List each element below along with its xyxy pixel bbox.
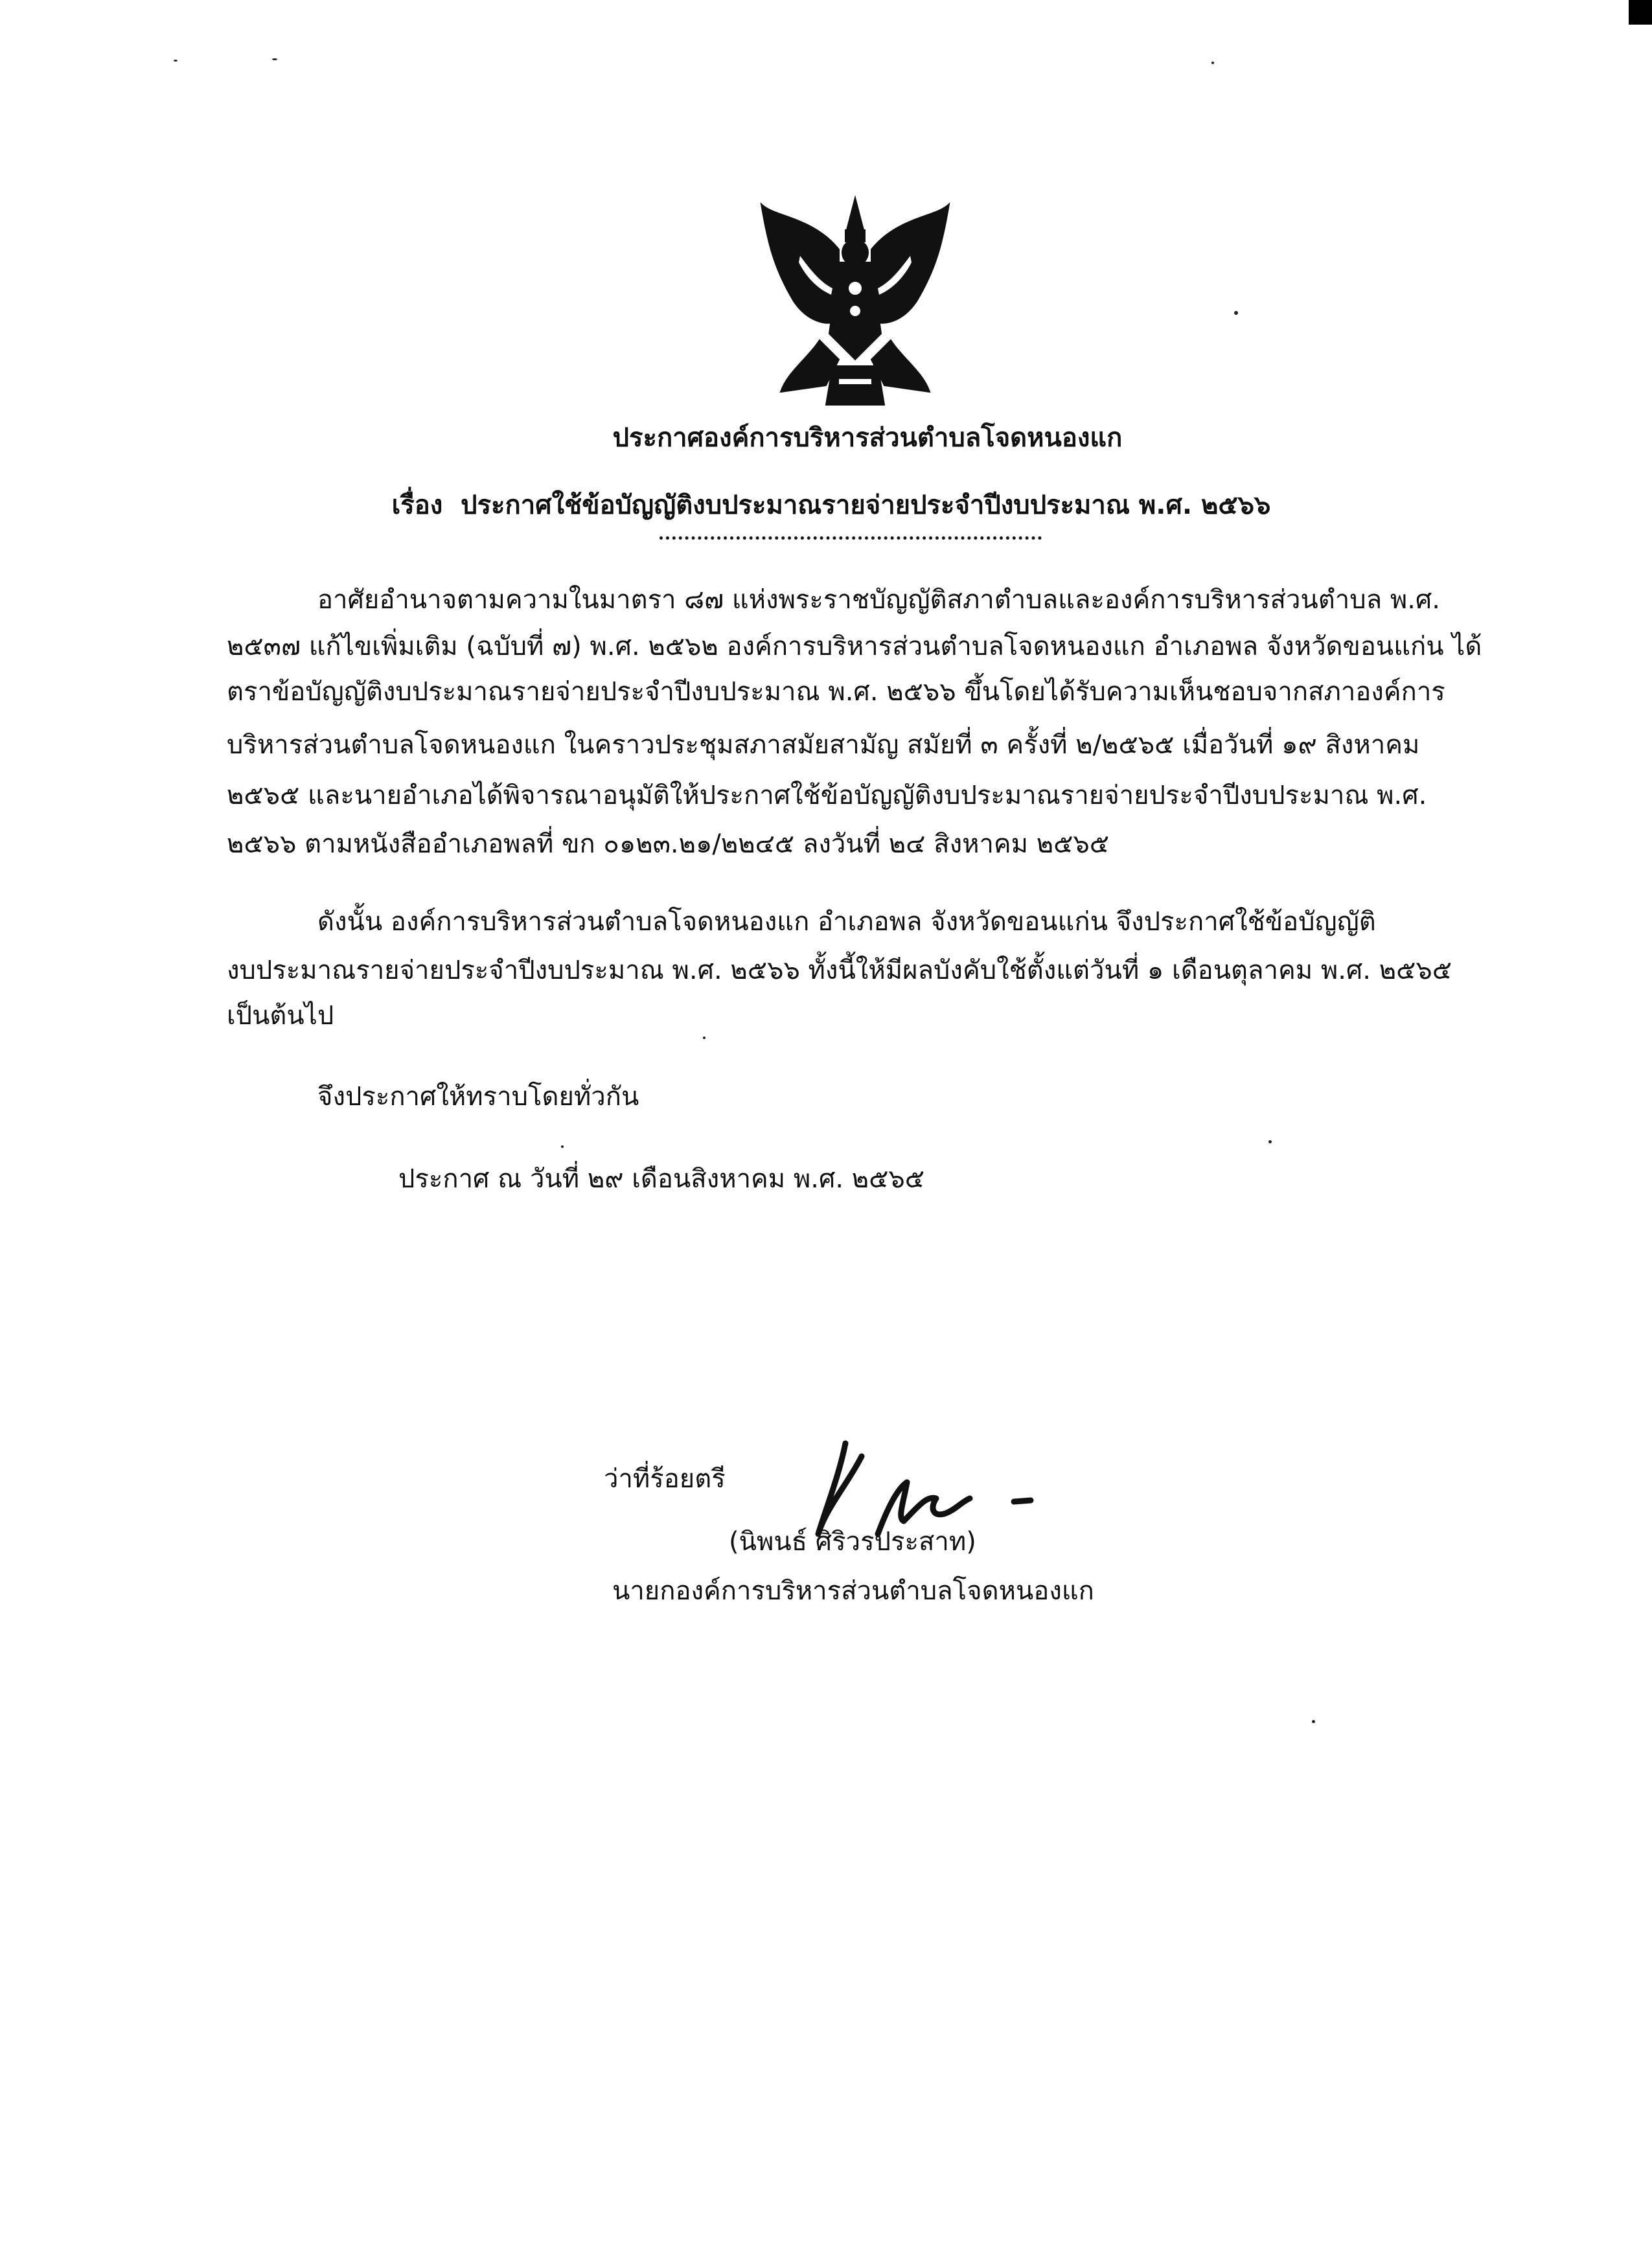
subject-text: ประกาศใช้ข้อบัญญัติงบประมาณรายจ่ายประจำปีงบประมาณ พ.ศ. ๒๕๖๖ [461,490,1271,520]
scan-corner-mark [1629,0,1652,25]
scan-speck [1312,1720,1315,1723]
paragraph1-line: ตราข้อบัญญัติงบประมาณรายจ่ายประจำปีงบประมาณ พ.ศ. ๒๕๖๖ ขึ้นโดยได้รับความเห็นชอบจากสภาองค์การ [227,677,1445,707]
signatory-rank: ว่าที่ร้อยตรี [604,1464,726,1494]
scan-speck [1268,1140,1272,1143]
garuda-emblem-icon [748,191,962,418]
paragraph1-line: ๒๕๖๕ และนายอำเภอได้พิจารณาอนุมัติให้ประกาศใช้ข้อบัญญัติงบประมาณรายจ่ายประจำปีงบประมาณ พ.ศ. [227,781,1427,810]
scan-speck [1234,311,1238,315]
paragraph2-line: ดังนั้น องค์การบริหารส่วนตำบลโจดหนองแก อำเภอพล จังหวัดขอนแก่น จึงประกาศใช้ข้อบัญญัติ [317,907,1376,937]
paragraph1-line: ๒๕๖๖ ตามหนังสืออำเภอพลที่ ขก ๐๑๒๓.๒๑/๒๒๔๕ ลงวันที่ ๒๔ สิงหาคม ๒๕๖๕ [227,829,1110,859]
announcement-org-title: ประกาศองค์การบริหารส่วนตำบลโจดหนองแก [612,423,1123,453]
paragraph1-line: ๒๕๓๗ แก้ไขเพิ่มเติม (ฉบับที่ ๗) พ.ศ. ๒๕๖๒ องค์การบริหารส่วนตำบลโจดหนองแก อำเภอพล จังหวัดขอนแก่น ได้ [227,632,1482,661]
scan-speck [272,58,277,60]
paragraph1-line: อาศัยอำนาจตามความในมาตรา ๘๗ แห่งพระราชบัญญัติสภาตำบลและองค์การบริหารส่วนตำบล พ.ศ. [317,585,1441,615]
signatory-name: (นิพนธ์ ศิริวรประสาท) [729,1527,976,1557]
paragraph2-line: เป็นต้นไป [227,1001,334,1031]
separator-dotted-line [660,536,1042,540]
scan-speck [174,60,178,62]
announcement-subject [5,487,1652,523]
scan-speck [703,1037,706,1039]
signatory-title: นายกองค์การบริหารส่วนตำบลโจดหนองแก [612,1576,1094,1606]
paragraph1-line: บริหารส่วนตำบลโจดหนองแก ในคราวประชุมสภาสมัยสามัญ สมัยที่ ๓ ครั้งที่ ๒/๒๕๖๕ เมื่อวันที่ ๑๙ สิงหาคม [227,730,1420,760]
announcement-date: ประกาศ ณ วันที่ ๒๙ เดือนสิงหาคม พ.ศ. ๒๕๖๕ [398,1164,925,1194]
paragraph2-line: งบประมาณรายจ่ายประจำปีงบประมาณ พ.ศ. ๒๕๖๖ ทั้งนี้ให้มีผลบังคับใช้ตั้งแต่วันที่ ๑ เดือนตุลาคม พ.ศ. ๒๕๖๕ [227,956,1452,985]
closing-announce: จึงประกาศให้ทราบโดยทั่วกัน [317,1082,639,1112]
scan-speck [1211,62,1214,64]
scan-speck [561,1145,564,1148]
subject-label: เรื่อง [391,490,443,520]
